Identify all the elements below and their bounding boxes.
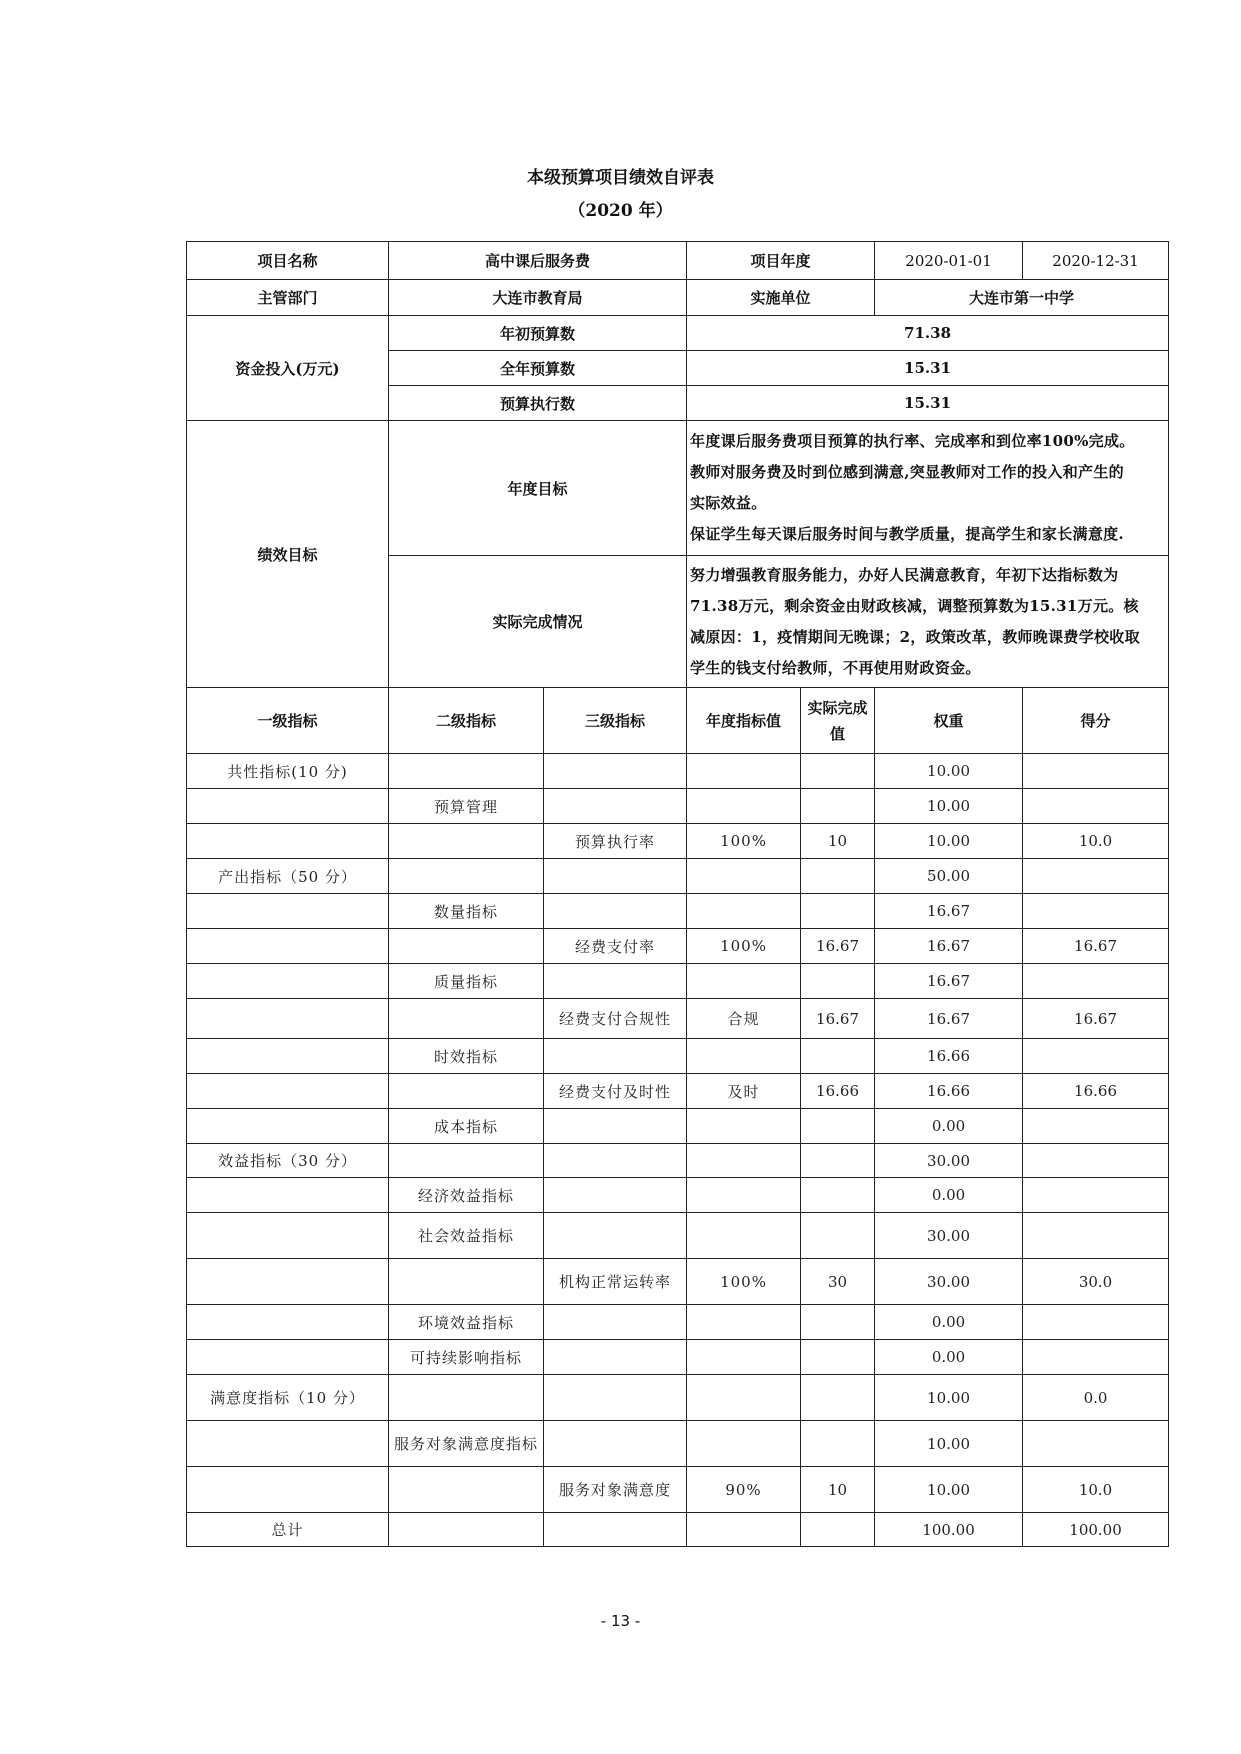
indicator-cell-l3 [544,1039,687,1074]
annual-goal-text [687,421,1169,556]
page-title: 本级预算项目绩效自评表 [527,168,714,188]
year-end-value: 2020-12-31 [1023,242,1169,280]
indicator-cell-target [687,1305,801,1340]
dept-label: 主管部门 [187,280,389,316]
indicator-cell-weight: 0.00 [875,1178,1023,1213]
indicator-cell-actual [801,894,875,929]
col-header-actual: 实际完成值 [801,688,875,754]
goal-label: 绩效目标 [187,421,389,688]
indicator-cell-l1 [187,1305,389,1340]
indicator-cell-l2 [389,824,544,859]
indicator-cell-l3: 经费支付及时性 [544,1074,687,1109]
project-name-label: 项目名称 [187,242,389,280]
indicator-cell-actual [801,1305,875,1340]
indicator-cell-l1 [187,964,389,999]
indicator-cell-l3 [544,1305,687,1340]
indicator-cell-score [1023,1039,1169,1074]
indicator-cell-target [687,894,801,929]
indicator-cell-l2 [389,754,544,789]
indicator-row [187,1109,1169,1144]
initial-budget-value: 71.38 [687,316,1169,351]
indicator-cell-score: 100.00 [1023,1513,1169,1547]
indicator-cell-actual [801,789,875,824]
indicator-cell-weight: 0.00 [875,1340,1023,1375]
indicator-cell-l1 [187,1340,389,1375]
indicator-cell-weight: 10.00 [875,789,1023,824]
annual-goal-line: 教师对服务费及时到位感到满意,突显教师对工作的投入和产生的 [690,463,1124,481]
indicator-row [187,1259,1169,1305]
indicator-cell-weight: 10.00 [875,1375,1023,1421]
indicator-cell-l3 [544,1144,687,1178]
indicator-cell-l1 [187,1467,389,1513]
indicator-cell-target [687,754,801,789]
indicator-cell-weight: 30.00 [875,1213,1023,1259]
indicator-row [187,754,1169,789]
project-name-value: 高中课后服务费 [389,242,687,280]
indicator-cell-l1 [187,1259,389,1305]
indicator-cell-l3 [544,964,687,999]
indicator-cell-l2: 经济效益指标 [389,1178,544,1213]
indicator-cell-target [687,1109,801,1144]
indicator-cell-l2 [389,1144,544,1178]
funds-label: 资金投入(万元) [187,316,389,421]
indicator-row [187,789,1169,824]
indicator-cell-l3 [544,1109,687,1144]
actual-completion-line: 努力增强教育服务能力，办好人民满意教育，年初下达指标数为 [690,565,1119,584]
indicator-cell-l1 [187,1178,389,1213]
actual-completion-line: 学生的钱支付给教师，不再使用财政资金。 [690,658,981,677]
unit-value: 大连市第一中学 [875,280,1169,316]
indicator-cell-target [687,789,801,824]
indicator-cell-weight: 10.00 [875,754,1023,789]
indicator-cell-l3 [544,789,687,824]
indicator-cell-l3: 预算执行率 [544,824,687,859]
indicator-cell-l1 [187,1213,389,1259]
indicator-cell-actual [801,1144,875,1178]
indicator-row [187,894,1169,929]
indicator-cell-l1 [187,1109,389,1144]
indicator-cell-l2: 成本指标 [389,1109,544,1144]
indicator-cell-weight: 16.66 [875,1074,1023,1109]
indicator-cell-l1 [187,929,389,964]
indicator-cell-target [687,1178,801,1213]
indicator-cell-score: 16.67 [1023,929,1169,964]
indicator-cell-weight: 16.67 [875,999,1023,1039]
indicator-cell-actual [801,1213,875,1259]
indicator-cell-actual: 16.67 [801,929,875,964]
indicator-cell-l2 [389,1513,544,1547]
indicator-cell-score: 10.0 [1023,1467,1169,1513]
indicator-cell-score [1023,1421,1169,1467]
indicator-cell-target: 100% [687,824,801,859]
indicator-cell-l3 [544,859,687,894]
annual-goal-line: 年度课后服务费项目预算的执行率、完成率和到位率100%完成。 [690,432,1135,450]
indicator-cell-l2: 服务对象满意度指标 [389,1421,544,1467]
indicator-cell-target [687,1039,801,1074]
indicator-cell-score [1023,1178,1169,1213]
indicator-cell-weight: 0.00 [875,1305,1023,1340]
annual-goal-line: 保证学生每天课后服务时间与教学质量，提高学生和家长满意度. [690,525,1124,543]
indicator-cell-l2 [389,1467,544,1513]
indicator-cell-score: 16.67 [1023,999,1169,1039]
indicator-cell-l1 [187,1039,389,1074]
indicator-row [187,1039,1169,1074]
indicator-cell-l2: 可持续影响指标 [389,1340,544,1375]
executed-label: 预算执行数 [389,386,687,421]
indicator-cell-l2: 质量指标 [389,964,544,999]
project-year-label: 项目年度 [687,242,875,280]
indicator-cell-actual: 10 [801,1467,875,1513]
indicator-cell-actual: 30 [801,1259,875,1305]
indicator-cell-l2: 时效指标 [389,1039,544,1074]
annual-budget-label: 全年预算数 [389,351,687,386]
indicator-cell-score [1023,1144,1169,1178]
indicator-row [187,859,1169,894]
indicator-cell-l1: 满意度指标（10 分） [187,1375,389,1421]
indicator-row [187,1513,1169,1547]
indicator-cell-l1 [187,999,389,1039]
indicator-cell-score [1023,1340,1169,1375]
page-year-label: （2020 年） [568,201,673,221]
indicator-cell-l1 [187,824,389,859]
indicator-cell-actual [801,1109,875,1144]
indicator-cell-actual: 10 [801,824,875,859]
indicator-cell-l3 [544,1340,687,1375]
indicator-cell-l3 [544,1178,687,1213]
indicator-cell-weight: 16.67 [875,964,1023,999]
indicator-cell-target [687,859,801,894]
indicator-cell-weight: 10.00 [875,1467,1023,1513]
indicator-cell-l1 [187,789,389,824]
indicator-cell-l1: 产出指标（50 分） [187,859,389,894]
indicator-cell-actual [801,859,875,894]
indicator-cell-l1 [187,1074,389,1109]
indicator-cell-l2 [389,1259,544,1305]
indicator-cell-l3 [544,1213,687,1259]
indicator-cell-l2 [389,859,544,894]
indicator-cell-actual: 16.67 [801,999,875,1039]
col-header-level1: 一级指标 [187,688,389,754]
indicator-cell-score [1023,1213,1169,1259]
indicator-row [187,1467,1169,1513]
indicator-cell-score [1023,1109,1169,1144]
actual-completion-line: 减原因：1，疫情期间无晚课；2，政策改革，教师晚课费学校收取 [690,627,1140,646]
annual-goal-line: 实际效益。 [690,494,767,512]
indicator-cell-score [1023,964,1169,999]
indicator-cell-target [687,1340,801,1375]
indicator-cell-l1: 效益指标（30 分） [187,1144,389,1178]
indicator-row [187,1074,1169,1109]
indicator-cell-score [1023,1305,1169,1340]
indicator-cell-weight: 16.67 [875,894,1023,929]
indicator-cell-weight: 30.00 [875,1259,1023,1305]
indicator-cell-actual [801,1340,875,1375]
col-header-score: 得分 [1023,688,1169,754]
indicator-cell-actual [801,1513,875,1547]
indicator-cell-l3 [544,1513,687,1547]
indicator-cell-l3: 经费支付率 [544,929,687,964]
indicator-cell-actual: 16.66 [801,1074,875,1109]
indicator-cell-target: 合规 [687,999,801,1039]
indicator-cell-weight: 100.00 [875,1513,1023,1547]
executed-value: 15.31 [687,386,1169,421]
annual-budget-value: 15.31 [687,351,1169,386]
indicator-cell-score [1023,859,1169,894]
indicator-cell-target [687,1375,801,1421]
indicator-cell-target: 90% [687,1467,801,1513]
indicator-cell-score: 10.0 [1023,824,1169,859]
indicator-cell-target [687,964,801,999]
indicator-cell-target: 100% [687,1259,801,1305]
indicator-row [187,1178,1169,1213]
indicator-cell-weight: 10.00 [875,1421,1023,1467]
indicator-row [187,1340,1169,1375]
indicator-cell-target [687,1513,801,1547]
indicator-cell-score: 30.0 [1023,1259,1169,1305]
indicator-row [187,929,1169,964]
indicator-cell-weight: 0.00 [875,1109,1023,1144]
annual-goal-label: 年度目标 [389,421,687,556]
initial-budget-label: 年初预算数 [389,316,687,351]
indicator-cell-target [687,1213,801,1259]
indicator-cell-l3 [544,754,687,789]
indicator-cell-weight: 10.00 [875,824,1023,859]
col-header-target: 年度指标值 [687,688,801,754]
indicator-cell-target: 及时 [687,1074,801,1109]
indicator-cell-score [1023,894,1169,929]
indicator-cell-target [687,1144,801,1178]
indicator-cell-score: 0.0 [1023,1375,1169,1421]
indicator-cell-l2: 社会效益指标 [389,1213,544,1259]
col-header-level3: 三级指标 [544,688,687,754]
indicator-cell-l3 [544,894,687,929]
indicator-cell-score: 16.66 [1023,1074,1169,1109]
col-header-weight: 权重 [875,688,1023,754]
indicator-cell-l3: 机构正常运转率 [544,1259,687,1305]
indicator-cell-l2 [389,999,544,1039]
indicator-row [187,999,1169,1039]
indicator-cell-actual [801,1178,875,1213]
indicator-cell-actual [801,1375,875,1421]
indicator-cell-score [1023,754,1169,789]
indicator-row [187,1213,1169,1259]
unit-label: 实施单位 [687,280,875,316]
indicator-cell-l3 [544,1375,687,1421]
indicator-cell-l2 [389,1375,544,1421]
indicator-cell-weight: 16.67 [875,929,1023,964]
indicator-cell-weight: 30.00 [875,1144,1023,1178]
indicator-row [187,1144,1169,1178]
indicator-cell-actual [801,1039,875,1074]
indicator-cell-l3: 服务对象满意度 [544,1467,687,1513]
indicator-cell-l3: 经费支付合规性 [544,999,687,1039]
indicator-row [187,964,1169,999]
indicator-cell-l2 [389,929,544,964]
indicator-row [187,1375,1169,1421]
indicator-row [187,1305,1169,1340]
indicator-row [187,1421,1169,1467]
actual-completion-label: 实际完成情况 [389,556,687,688]
indicator-cell-actual [801,754,875,789]
indicator-cell-l2: 数量指标 [389,894,544,929]
col-header-level2: 二级指标 [389,688,544,754]
indicator-cell-l3 [544,1421,687,1467]
indicator-cell-l1 [187,1421,389,1467]
page-number: - 13 - [600,1612,641,1630]
indicator-cell-l2 [389,1074,544,1109]
year-start-value: 2020-01-01 [875,242,1023,280]
indicator-cell-l2: 预算管理 [389,789,544,824]
indicator-header-row [187,688,1169,754]
dept-value: 大连市教育局 [389,280,687,316]
performance-table [186,241,1169,1547]
actual-completion-text [687,556,1169,688]
indicator-cell-weight: 50.00 [875,859,1023,894]
indicator-cell-l2: 环境效益指标 [389,1305,544,1340]
indicator-cell-l1: 总计 [187,1513,389,1547]
actual-completion-line: 71.38万元，剩余资金由财政核减，调整预算数为15.31万元。核 [690,596,1139,615]
indicator-cell-target: 100% [687,929,801,964]
indicator-cell-actual [801,1421,875,1467]
indicator-cell-l1: 共性指标(10 分) [187,754,389,789]
indicator-cell-l1 [187,894,389,929]
indicator-row [187,824,1169,859]
indicator-cell-actual [801,964,875,999]
indicator-cell-target [687,1421,801,1467]
indicator-cell-score [1023,789,1169,824]
indicator-cell-weight: 16.66 [875,1039,1023,1074]
